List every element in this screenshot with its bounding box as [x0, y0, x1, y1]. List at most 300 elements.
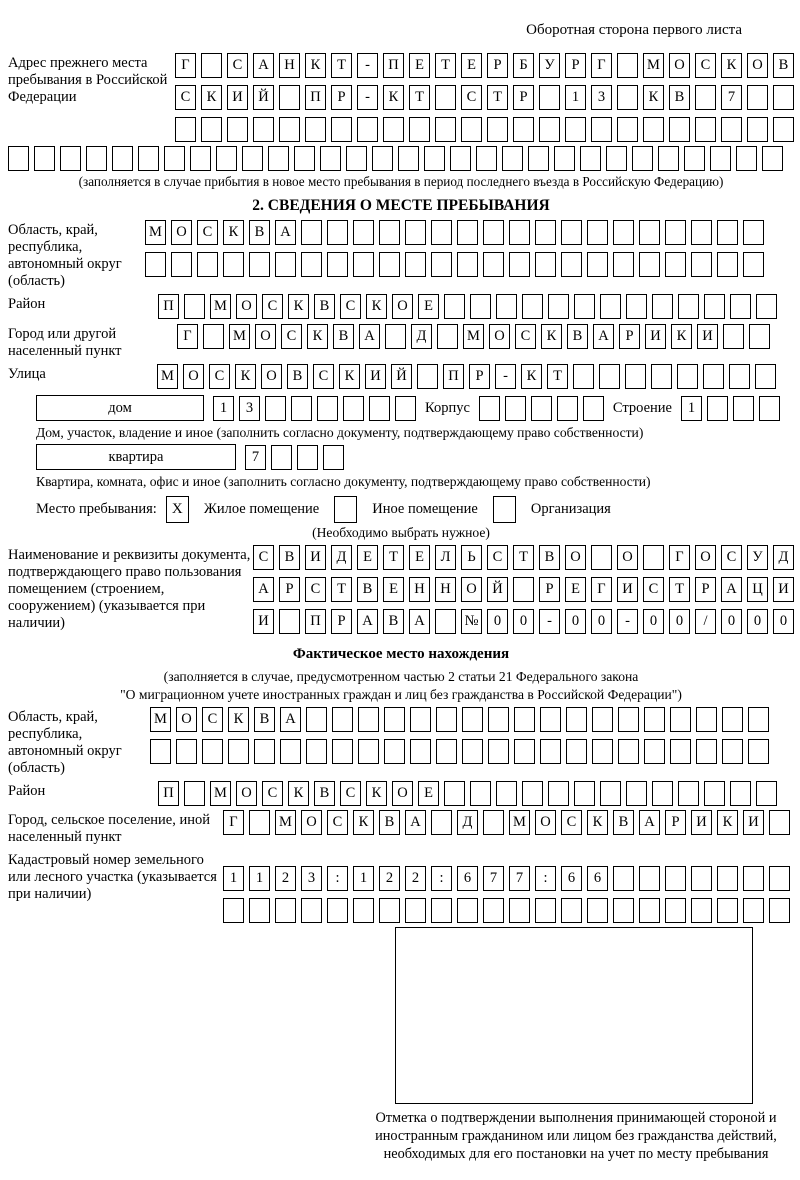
form-cell — [60, 146, 81, 171]
form-cell — [773, 117, 794, 142]
form-cell — [625, 364, 646, 389]
form-cell — [379, 898, 400, 923]
form-cell: С — [487, 545, 508, 570]
form-cell — [395, 396, 416, 421]
form-cell — [691, 866, 712, 891]
form-cell — [606, 146, 627, 171]
form-cell: 3 — [301, 866, 322, 891]
form-cell — [723, 324, 744, 349]
form-cell: - — [357, 85, 378, 110]
form-cell: С — [262, 294, 283, 319]
confirmation-mark-box — [395, 927, 753, 1104]
form-cell — [327, 252, 348, 277]
form-cell — [305, 117, 326, 142]
form-cell — [405, 252, 426, 277]
form-cell: И — [227, 85, 248, 110]
form-cell: 7 — [245, 445, 266, 470]
form-cell — [275, 898, 296, 923]
form-cell: А — [253, 53, 274, 78]
form-cell — [457, 220, 478, 245]
s2-raion-label: Район — [8, 296, 46, 312]
form-cell: 2 — [275, 866, 296, 891]
form-cell — [583, 396, 604, 421]
form-cell: Е — [409, 545, 430, 570]
form-cell — [561, 898, 582, 923]
form-cell: 0 — [487, 609, 508, 634]
form-cell: Д — [773, 545, 794, 570]
form-cell: Г — [591, 53, 612, 78]
form-cell — [291, 396, 312, 421]
form-cell — [496, 781, 517, 806]
form-cell — [617, 53, 638, 78]
prev-address-row-1 — [175, 53, 794, 78]
form-cell: - — [495, 364, 516, 389]
section2-heading: 2. СВЕДЕНИЯ О МЕСТЕ ПРЕБЫВАНИЯ — [252, 197, 550, 214]
form-cell: № — [461, 609, 482, 634]
form-cell — [228, 739, 249, 764]
form-cell — [505, 396, 526, 421]
form-cell — [773, 85, 794, 110]
form-cell — [384, 739, 405, 764]
form-cell: С — [202, 707, 223, 732]
form-cell: М — [275, 810, 296, 835]
form-cell: М — [210, 294, 231, 319]
form-cell — [639, 220, 660, 245]
form-cell: 7 — [483, 866, 504, 891]
form-cell — [652, 294, 673, 319]
form-cell — [488, 739, 509, 764]
form-cell — [733, 396, 754, 421]
form-cell — [643, 117, 664, 142]
form-cell — [513, 117, 534, 142]
f-kadastr-label: Кадастровый номер земельного или лесного участка (указывается при наличии) — [8, 852, 217, 902]
form-cell — [509, 898, 530, 923]
form-cell: К — [587, 810, 608, 835]
form-cell: С — [340, 294, 361, 319]
form-cell: С — [313, 364, 334, 389]
doc-block — [8, 545, 794, 634]
form-cell — [514, 707, 535, 732]
form-cell — [145, 252, 166, 277]
form-cell: О — [176, 707, 197, 732]
form-cell: И — [743, 810, 764, 835]
form-cell — [327, 220, 348, 245]
form-cell: Т — [409, 85, 430, 110]
form-cell: Т — [547, 364, 568, 389]
form-cell — [34, 146, 55, 171]
form-cell — [707, 396, 728, 421]
form-cell: О — [535, 810, 556, 835]
form-cell: К — [307, 324, 328, 349]
s2-oblast-label: Область, край, республика, автономный округ (область) — [8, 222, 122, 289]
form-cell — [670, 707, 691, 732]
form-cell — [385, 324, 406, 349]
form-cell: М — [150, 707, 171, 732]
form-cell: К — [366, 781, 387, 806]
form-cell — [743, 898, 764, 923]
form-cell — [379, 220, 400, 245]
form-cell — [176, 739, 197, 764]
form-cell: Й — [391, 364, 412, 389]
form-cell — [617, 85, 638, 110]
form-cell — [435, 117, 456, 142]
s2-oblast-row-2 — [145, 252, 764, 277]
form-cell: М — [463, 324, 484, 349]
form-cell: Г — [175, 53, 196, 78]
form-cell: С — [209, 364, 230, 389]
form-cell — [592, 739, 613, 764]
form-cell — [743, 866, 764, 891]
form-cell: С — [281, 324, 302, 349]
form-cell — [639, 866, 660, 891]
form-cell: И — [697, 324, 718, 349]
form-cell: А — [275, 220, 296, 245]
form-cell — [424, 146, 445, 171]
form-cell: А — [253, 577, 274, 602]
form-cell — [398, 146, 419, 171]
form-cell — [540, 707, 561, 732]
form-cell — [435, 609, 456, 634]
form-cell: В — [613, 810, 634, 835]
form-cell: - — [539, 609, 560, 634]
prev-address-row-3 — [175, 117, 794, 142]
form-cell — [509, 220, 530, 245]
form-cell — [409, 117, 430, 142]
header-note: Оборотная сторона первого листа — [526, 22, 742, 38]
s2-oblast-row-1 — [145, 220, 764, 245]
form-cell: П — [305, 609, 326, 634]
form-cell — [769, 866, 790, 891]
form-cell: О — [183, 364, 204, 389]
form-cell — [613, 898, 634, 923]
form-cell: : — [431, 866, 452, 891]
form-cell: К — [235, 364, 256, 389]
form-cell — [496, 294, 517, 319]
kvartira-caption: Квартира, комната, офис и иное (заполнить согласно документу, подтверждающему право собственности) — [36, 474, 651, 489]
form-cell — [327, 898, 348, 923]
form-cell — [769, 810, 790, 835]
form-cell: Т — [383, 545, 404, 570]
form-cell — [684, 146, 705, 171]
stroenie-cells — [681, 396, 780, 421]
form-cell: А — [639, 810, 660, 835]
form-cell — [600, 294, 621, 319]
form-cell: 6 — [587, 866, 608, 891]
form-cell: О — [747, 53, 768, 78]
form-cell: В — [669, 85, 690, 110]
form-cell — [306, 707, 327, 732]
form-cell — [476, 146, 497, 171]
form-cell — [626, 781, 647, 806]
form-cell: С — [227, 53, 248, 78]
form-cell — [483, 810, 504, 835]
form-cell — [729, 364, 750, 389]
s2-ulitsa-row — [8, 364, 794, 389]
form-cell: Р — [565, 53, 586, 78]
form-cell — [197, 252, 218, 277]
doc-row-2 — [253, 577, 794, 602]
form-cell — [369, 396, 390, 421]
form-cell: О — [565, 545, 586, 570]
form-cell: А — [409, 609, 430, 634]
form-cell: К — [541, 324, 562, 349]
form-cell — [417, 364, 438, 389]
form-cell — [242, 146, 263, 171]
dom-box: дом — [36, 395, 204, 421]
inoe-label: Иное помещение — [372, 501, 478, 517]
form-cell: 1 — [565, 85, 586, 110]
form-cell — [353, 220, 374, 245]
form-cell: Д — [331, 545, 352, 570]
form-cell — [535, 220, 556, 245]
form-cell — [704, 294, 725, 319]
form-cell — [184, 781, 205, 806]
form-cell: 3 — [591, 85, 612, 110]
form-cell — [279, 117, 300, 142]
form-cell — [461, 117, 482, 142]
form-cell — [346, 146, 367, 171]
form-cell — [323, 445, 344, 470]
form-cell: П — [158, 294, 179, 319]
form-cell — [531, 396, 552, 421]
form-cell — [722, 707, 743, 732]
form-cell: - — [357, 53, 378, 78]
form-cell: Ц — [747, 577, 768, 602]
form-cell — [704, 781, 725, 806]
s2-dom-row — [36, 395, 794, 421]
form-cell — [201, 53, 222, 78]
form-cell — [665, 252, 686, 277]
form-cell: О — [236, 294, 257, 319]
form-cell: 7 — [509, 866, 530, 891]
form-cell — [665, 220, 686, 245]
form-cell: 1 — [353, 866, 374, 891]
form-cell: Т — [513, 545, 534, 570]
form-cell — [721, 117, 742, 142]
form-cell: 1 — [213, 396, 234, 421]
form-cell — [600, 781, 621, 806]
form-cell — [227, 117, 248, 142]
form-cell — [457, 252, 478, 277]
form-cell: Е — [418, 781, 439, 806]
form-cell: 0 — [747, 609, 768, 634]
form-cell — [717, 898, 738, 923]
form-cell: И — [305, 545, 326, 570]
form-cell — [717, 220, 738, 245]
form-cell — [743, 252, 764, 277]
form-cell — [632, 146, 653, 171]
form-cell — [574, 781, 595, 806]
prev-address-row-2 — [175, 85, 794, 110]
form-cell — [502, 146, 523, 171]
form-cell — [410, 707, 431, 732]
f-oblast-label: Область, край, республика, автономный округ (область) — [8, 709, 122, 776]
form-cell — [554, 146, 575, 171]
form-cell — [748, 739, 769, 764]
form-cell: Т — [487, 85, 508, 110]
form-cell — [331, 117, 352, 142]
form-cell: М — [643, 53, 664, 78]
form-cell: О — [236, 781, 257, 806]
form-cell — [249, 252, 270, 277]
form-cell: Т — [331, 577, 352, 602]
form-cell — [353, 898, 374, 923]
f-oblast-row-2 — [150, 739, 769, 764]
form-cell: М — [229, 324, 250, 349]
form-cell: Д — [457, 810, 478, 835]
form-cell — [748, 707, 769, 732]
kvartira-cells — [245, 445, 344, 470]
form-cell — [599, 364, 620, 389]
form-cell — [618, 707, 639, 732]
form-cell: 0 — [513, 609, 534, 634]
form-cell: С — [643, 577, 664, 602]
form-cell: Г — [177, 324, 198, 349]
form-cell: К — [643, 85, 664, 110]
form-cell: К — [366, 294, 387, 319]
form-cell — [317, 396, 338, 421]
form-cell — [528, 146, 549, 171]
form-cell — [591, 117, 612, 142]
form-cell: В — [254, 707, 275, 732]
form-cell: : — [535, 866, 556, 891]
form-cell: О — [171, 220, 192, 245]
form-cell — [535, 252, 556, 277]
form-cell — [696, 739, 717, 764]
form-cell — [703, 364, 724, 389]
form-cell: Й — [253, 85, 274, 110]
form-cell — [717, 252, 738, 277]
form-cell — [470, 294, 491, 319]
form-cell: П — [158, 781, 179, 806]
form-cell — [8, 146, 29, 171]
form-cell: П — [383, 53, 404, 78]
f-kadastr-row-2 — [223, 898, 790, 923]
form-cell: И — [253, 609, 274, 634]
form-cell — [353, 252, 374, 277]
form-cell — [444, 294, 465, 319]
form-cell — [223, 252, 244, 277]
form-cell — [279, 609, 300, 634]
form-cell: 1 — [223, 866, 244, 891]
form-cell — [444, 781, 465, 806]
form-cell: Е — [418, 294, 439, 319]
form-cell: У — [539, 53, 560, 78]
form-cell — [617, 117, 638, 142]
form-cell: Г — [223, 810, 244, 835]
form-cell — [747, 85, 768, 110]
form-cell — [171, 252, 192, 277]
zhiloe-checkbox: X — [166, 496, 189, 523]
form-cell — [573, 364, 594, 389]
form-cell — [561, 220, 582, 245]
form-cell: Р — [331, 609, 352, 634]
f-kadastr-block — [8, 850, 794, 923]
form-cell: К — [383, 85, 404, 110]
form-cell: В — [287, 364, 308, 389]
form-cell — [644, 707, 665, 732]
form-cell — [306, 739, 327, 764]
form-cell — [184, 294, 205, 319]
form-cell — [669, 117, 690, 142]
form-cell — [301, 898, 322, 923]
f-gorod-cells — [223, 810, 790, 835]
form-cell: Р — [539, 577, 560, 602]
form-cell — [254, 739, 275, 764]
form-cell: К — [305, 53, 326, 78]
form-cell — [736, 146, 757, 171]
form-cell — [665, 898, 686, 923]
form-cell — [150, 739, 171, 764]
s2-gorod-cells — [177, 324, 770, 349]
form-cell: Е — [409, 53, 430, 78]
form-cell — [268, 146, 289, 171]
form-cell — [670, 739, 691, 764]
form-cell: Д — [411, 324, 432, 349]
form-cell — [743, 220, 764, 245]
form-cell — [320, 146, 341, 171]
form-cell: С — [262, 781, 283, 806]
form-cell — [677, 364, 698, 389]
form-cell: Н — [409, 577, 430, 602]
form-cell — [437, 324, 458, 349]
form-cell: М — [157, 364, 178, 389]
form-cell: 0 — [565, 609, 586, 634]
form-cell — [540, 739, 561, 764]
form-cell — [358, 707, 379, 732]
form-cell — [86, 146, 107, 171]
form-cell: С — [305, 577, 326, 602]
org-checkbox — [493, 496, 516, 523]
f-kadastr-row-1 — [223, 866, 790, 891]
form-cell: А — [405, 810, 426, 835]
form-cell — [332, 707, 353, 732]
form-cell: Р — [279, 577, 300, 602]
form-cell: О — [301, 810, 322, 835]
form-cell — [756, 781, 777, 806]
form-cell — [574, 294, 595, 319]
form-cell: О — [461, 577, 482, 602]
s2-kvartira-row — [36, 444, 794, 470]
form-cell — [470, 781, 491, 806]
form-cell — [483, 898, 504, 923]
form-cell: В — [773, 53, 794, 78]
form-cell — [652, 781, 673, 806]
form-cell: О — [392, 781, 413, 806]
form-cell — [522, 294, 543, 319]
form-cell — [410, 739, 431, 764]
korpus-cells — [479, 396, 604, 421]
form-cell: П — [443, 364, 464, 389]
form-cell — [435, 85, 456, 110]
form-cell — [488, 707, 509, 732]
form-cell: А — [357, 609, 378, 634]
form-cell — [749, 324, 770, 349]
form-cell: Е — [357, 545, 378, 570]
form-cell — [216, 146, 237, 171]
form-cell — [301, 220, 322, 245]
form-cell — [665, 866, 686, 891]
form-cell: У — [747, 545, 768, 570]
form-cell — [522, 781, 543, 806]
form-cell — [762, 146, 783, 171]
form-cell: О — [261, 364, 282, 389]
form-cell — [591, 545, 612, 570]
form-cell: Н — [435, 577, 456, 602]
form-cell: С — [175, 85, 196, 110]
form-cell: К — [717, 810, 738, 835]
form-cell — [695, 117, 716, 142]
